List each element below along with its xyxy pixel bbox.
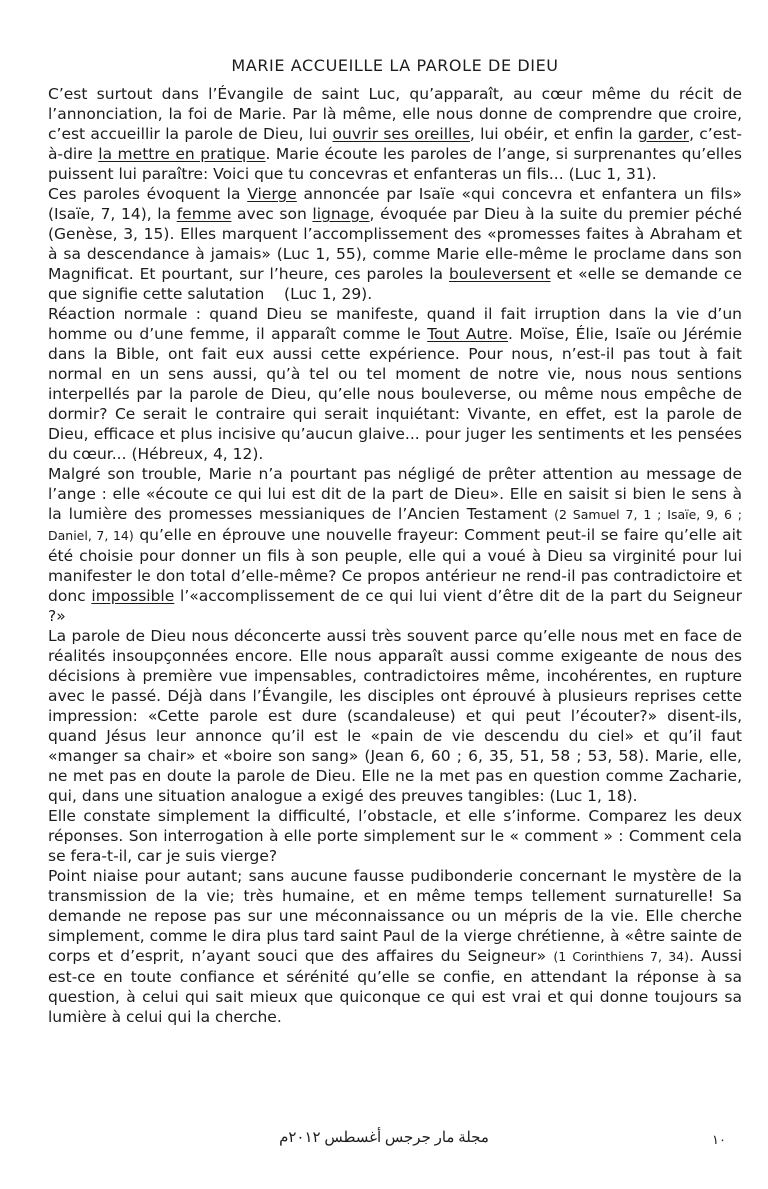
underlined-text: lignage (312, 205, 370, 223)
body-text: La parole de Dieu nous déconcerte aussi très souvent parce qu’elle nous met en face de réalités insoupçonnées encore. Elle nous apparaît aussi comme exigeante de nous des décisions à première vue impensables, contradictoires même, incohérentes, en rupture avec le passé. Déjà dans l’Évangile, les disciples ont éprouvé à plusieurs reprises cette impression: «Cette parole est dure (scandaleuse) et qui peut l’écouter?» disent-ils, quand Jésus leur annonce qu’il est le «pain de vie descendu du ciel» et qu’il faut «manger sa chair» et «boire son sang» (Jean 6, 60 ; 6, 35, 51, 58 ; 53, 58). Marie, elle, ne met pas en doute la parole de Dieu. Elle ne la met pas en question comme Zacharie, qui, dans une situation analogue a exigé des preuves tangibles: (Luc 1, 18). (48, 627, 742, 805)
body-text: Ces paroles évoquent la (48, 185, 248, 203)
paragraph (48, 806, 742, 866)
body-text: annoncée par Isaïe «qui concevra et enfantera un fils» (Isaïe, 7, 14), la (48, 185, 742, 223)
paragraph (48, 464, 742, 626)
body-text: C’est surtout dans l’Évangile de saint Luc, qu’apparaît, au cœur même du récit de l’annonciation, la foi de Marie. Par là même, elle nous donne de comprendre que croire, c’est accueillir la parole de Dieu, lui (48, 85, 742, 143)
scripture-reference: (2 Samuel 7, 1 ; Isaïe, 9, 6 ; Daniel, 7, 14) (48, 507, 742, 543)
paragraph (48, 184, 742, 304)
underlined-text: ouvrir ses oreilles (332, 125, 470, 143)
body-text: . Aussi est-ce en toute confiance et sérénité qu’elle se confie, en attendant la réponse à sa question, à celui qui sait mieux que quiconque ce qui est vrai et qui donne toujours sa lumière à celui qui la cherche. (48, 947, 742, 1026)
article-body (48, 84, 742, 1027)
body-text: . Marie écoute les paroles de l’ange, si surprenantes qu’elles puissent lui paraître: Voici que tu concevras et enfanteras un fils... (Luc 1, 31). (48, 145, 742, 183)
body-text: . Moïse, Élie, Isaïe ou Jérémie dans la Bible, ont fait eux aussi cette expérience. Pour nous, n’est-il pas tout à fait normal en un sens aussi, qu’à tel ou tel moment de notre vie, nous nous sentions interpellés par la parole de Dieu, qu’elle nous bouleverse, ou même nous empêche de dormir? Ce serait le contraire qui serait inquiétant: Vivante, en effet, est la parole de Dieu, efficace et plus incisive qu’aucun glaive... pour juger les sentiments et les pensées du cœur... (Hébreux, 4, 12). (48, 325, 743, 463)
body-text: Malgré son trouble, Marie n’a pourtant pas négligé de prêter attention au message de l’ange : elle «écoute ce qui lui est dit de la part de Dieu». Elle en saisit si bien le sens à la lumière des promesses messianiques de l’Ancien Testament (48, 465, 742, 523)
paragraph (48, 304, 742, 464)
paragraph (48, 866, 742, 1027)
underlined-text: femme (176, 205, 232, 223)
scripture-reference: (1 Corinthiens 7, 34) (553, 949, 689, 964)
underlined-text: bouleversent (448, 265, 551, 283)
journal-title-arabic: مجلة مار جرجس أغسطس ٢٠١٢م (279, 1130, 489, 1146)
page-footer (0, 1128, 768, 1160)
page-number: ١٠ (712, 1132, 726, 1147)
body-text: , lui obéir, et enfin la (469, 125, 638, 143)
body-text: et «elle se demande ce que signifie cette salutation (Luc 1, 29). (48, 265, 742, 303)
underlined-text: garder (637, 125, 690, 143)
body-text: , c’est-à-dire (48, 125, 743, 163)
body-text: , évoquée par Dieu à la suite du premier péché (Genèse, 3, 15). Elles marquent l’accomplissement des «promesses faites à Abraham et à sa descendance à jamais» (Luc 1, 55), comme Marie elle-même le proclame dans son Magnificat. Et pourtant, sur l’heure, ces paroles la (48, 205, 742, 283)
body-text: Réaction normale : quand Dieu se manifeste, quand il fait irruption dans la vie d’un homme ou d’une femme, il apparaît comme le (48, 305, 742, 343)
page-title: MARIE ACCUEILLE LA PAROLE DE DIEU (231, 56, 559, 75)
body-text: avec son (231, 205, 313, 223)
underlined-text: Tout Autre (427, 325, 509, 343)
underlined-text: Vierge (247, 185, 297, 203)
body-text: qu’elle en éprouve une nouvelle frayeur: Comment peut-il se faire qu’elle ait été choisie pour donner un fils à son peuple, elle qui a voué à Dieu sa virginité pour lui manifester le don total d’elle-même? Ce propos antérieur ne rend-il pas contradictoire et donc (48, 526, 742, 605)
underlined-text: la mettre en pratique (98, 145, 266, 163)
paragraph (48, 626, 742, 806)
body-text: Elle constate simplement la difficulté, l’obstacle, et elle s’informe. Comparez les deux réponses. Son interrogation à elle porte simplement sur le « comment » : Comment cela se fera-t-il, car je suis vierge? (48, 807, 742, 865)
body-text: l’«accomplissement de ce qui lui vient d’être dit de la part du Seigneur ?» (48, 587, 742, 625)
underlined-text: impossible (91, 587, 175, 605)
paragraph (48, 84, 742, 184)
body-text: Point niaise pour autant; sans aucune fausse pudibonderie concernant le mystère de la transmission de la vie; très humaine, et en même temps tellement surnaturelle! Sa demande ne repose pas sur une méconnaissance ou un mépris de la vie. Elle cherche simplement, comme le dira plus tard saint Paul de la vierge chrétienne, à «être sainte de corps et d’esprit, n’ayant souci que des affaires du Seigneur» (48, 867, 742, 965)
